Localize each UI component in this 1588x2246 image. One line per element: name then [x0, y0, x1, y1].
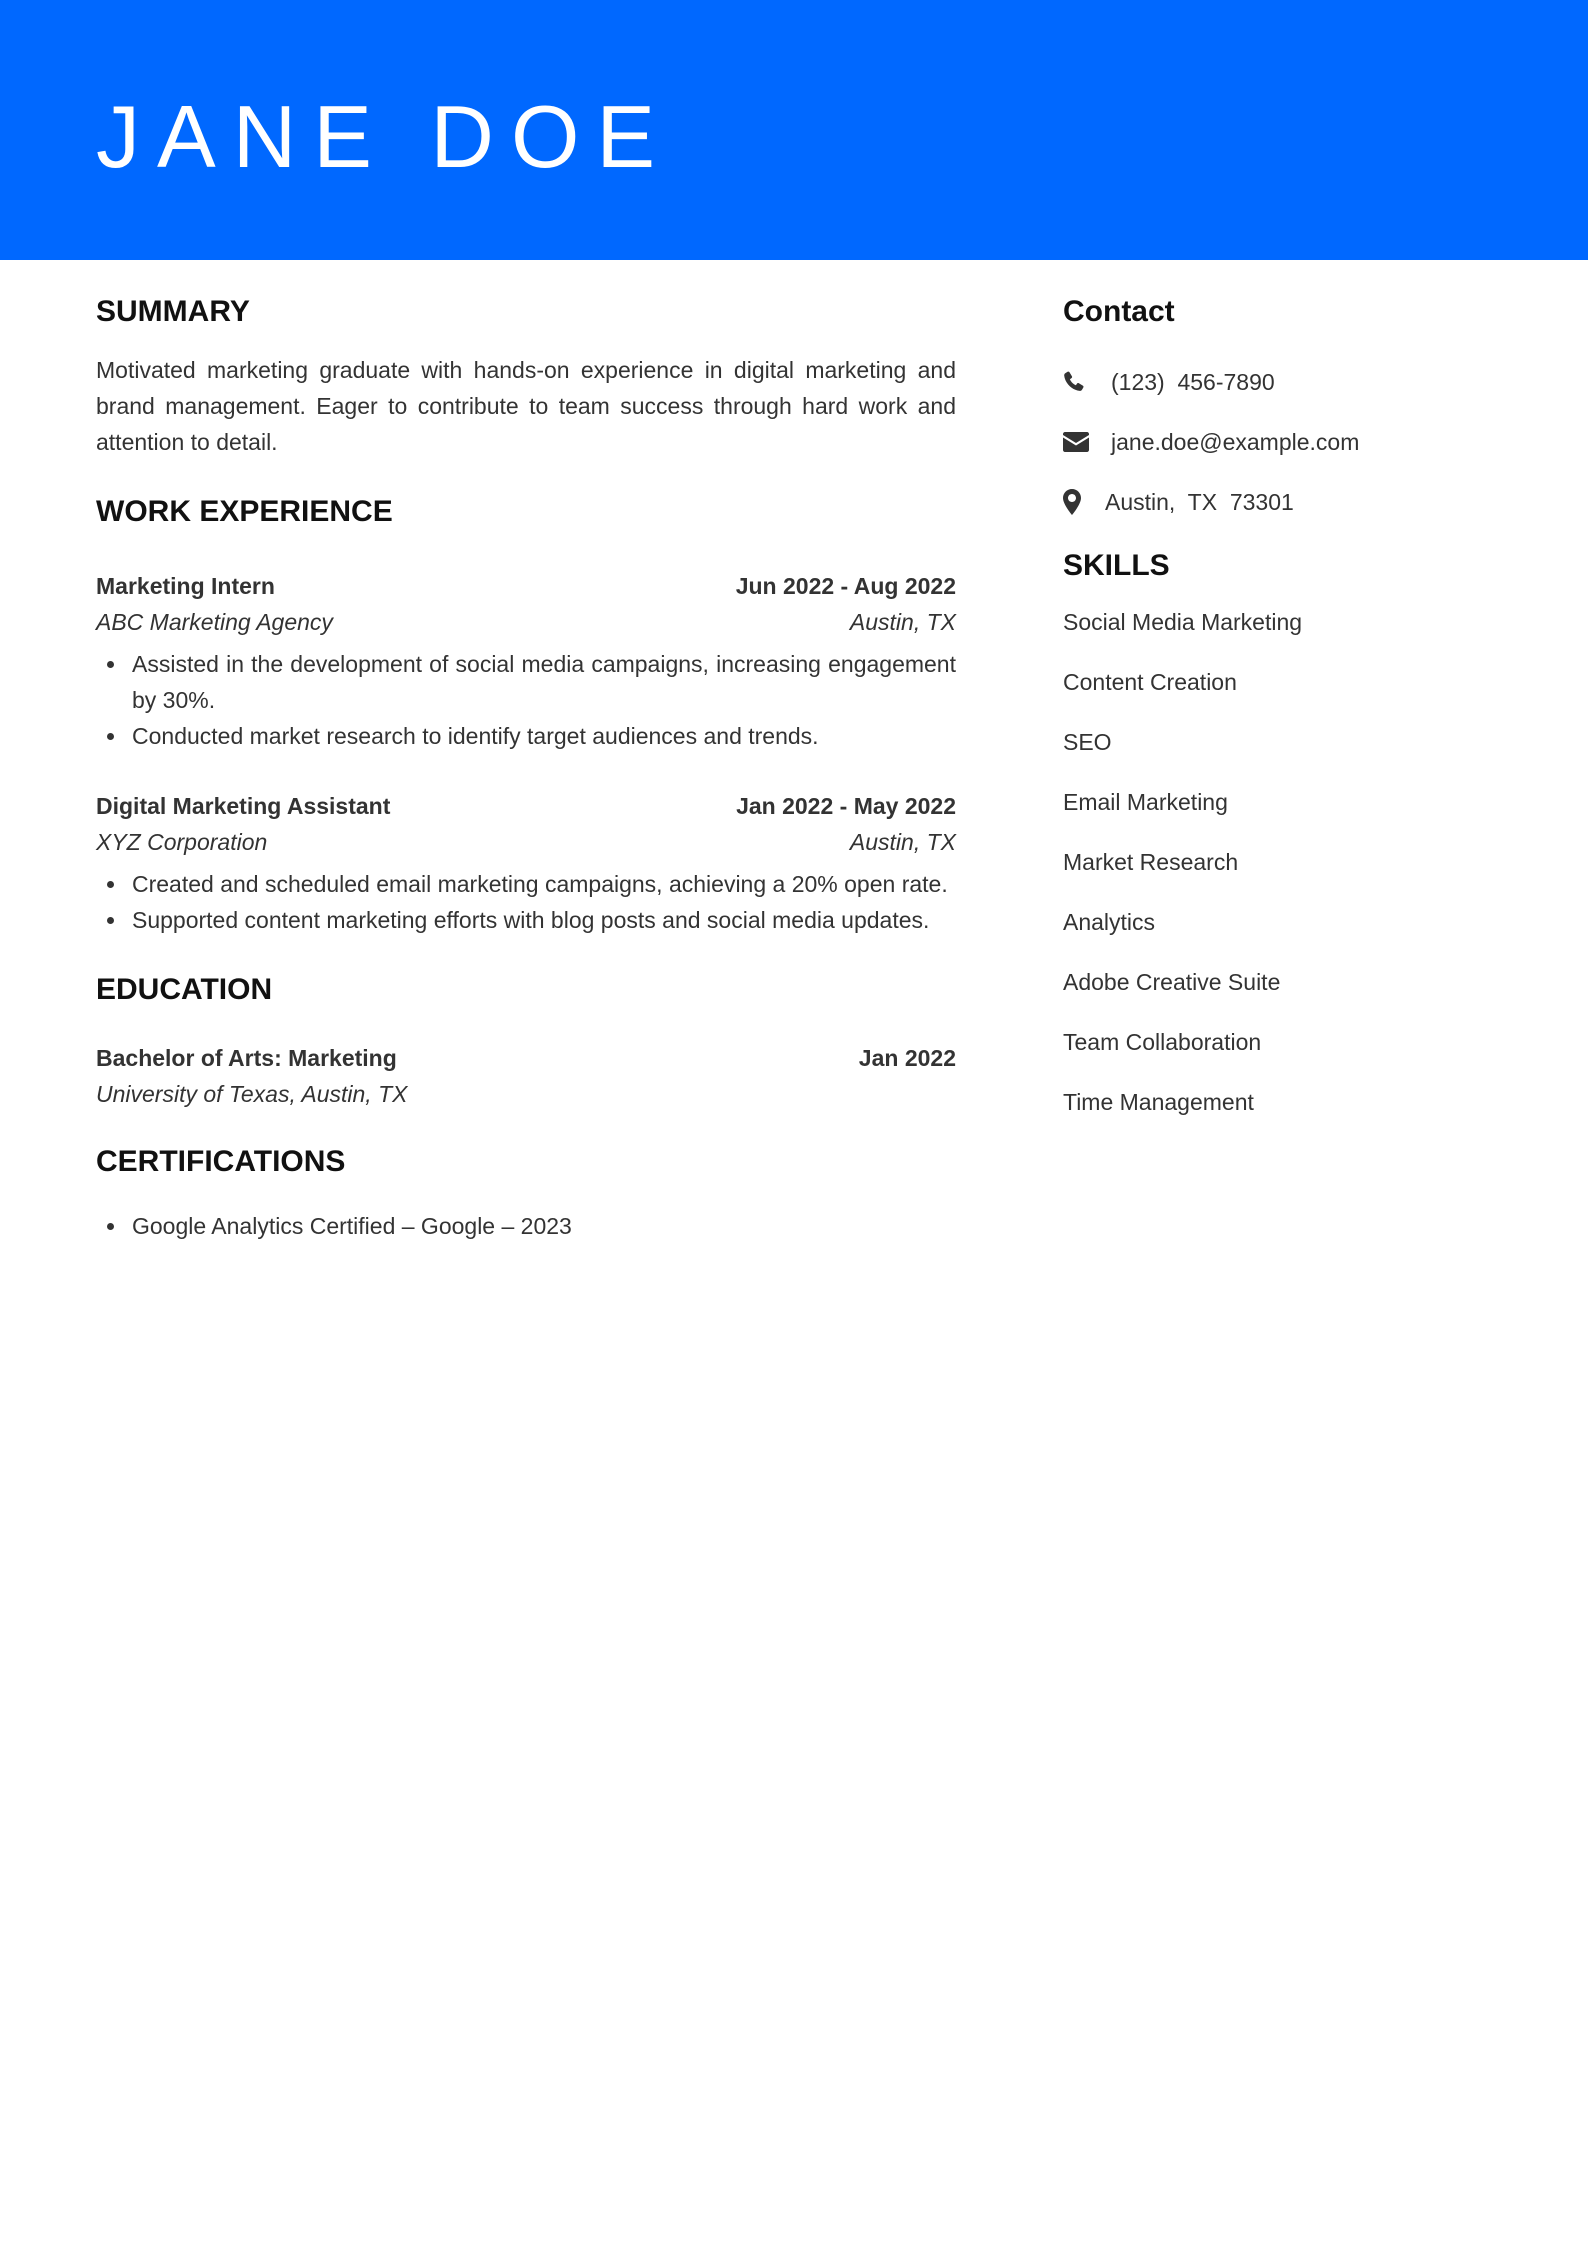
- school: University of Texas, Austin, TX: [96, 1081, 408, 1107]
- job-bullet: Created and scheduled email marketing campaigns, achieving a 20% open rate.: [132, 866, 956, 902]
- skill-item: Team Collaboration: [1063, 1029, 1262, 1055]
- contact-heading: Contact: [1063, 295, 1175, 328]
- contact-location: [1063, 484, 1503, 520]
- phone-number: (123) 456-7890: [1111, 368, 1275, 395]
- contact-email: [1063, 424, 1503, 460]
- skill-item: Social Media Marketing: [1063, 609, 1303, 635]
- location-text: Austin, TX 73301: [1105, 488, 1294, 515]
- job-location: Austin, TX: [849, 829, 956, 855]
- job-bullet: Assisted in the development of social media campaigns, increasing engagement by 30%.: [132, 646, 956, 718]
- skill-item: Email Marketing: [1063, 789, 1228, 815]
- phone-icon: [1063, 367, 1111, 397]
- certifications-section: [96, 1140, 956, 1244]
- email-address: jane.doe@example.com: [1111, 428, 1360, 455]
- contact-list: [1063, 364, 1503, 520]
- envelope-icon: [1063, 427, 1111, 457]
- job-location: Austin, TX: [849, 609, 956, 635]
- certification-item: Google Analytics Certified – Google – 2023: [132, 1208, 956, 1244]
- job-entry: [96, 568, 956, 754]
- graduation-date: Jan 2022: [858, 1045, 956, 1071]
- job-title: Digital Marketing Assistant: [96, 793, 391, 819]
- job-bullets: [96, 866, 956, 938]
- job-company: XYZ Corporation: [96, 829, 268, 855]
- summary-text: Motivated marketing graduate with hands-on experience in digital marketing and brand management. Eager to contribute to team success through hard work and attention to detail.: [96, 357, 956, 455]
- header-banner: [0, 0, 1588, 260]
- education-entry: [96, 1040, 956, 1112]
- job-dates: Jun 2022 - Aug 2022: [735, 573, 956, 599]
- summary-section: [96, 290, 956, 460]
- skills-list: [1063, 604, 1503, 1120]
- skills-heading: SKILLS: [1063, 549, 1170, 582]
- skill-item: Adobe Creative Suite: [1063, 969, 1281, 995]
- certifications-heading: CERTIFICATIONS: [96, 1145, 346, 1178]
- contact-phone: [1063, 364, 1503, 400]
- main-column: [96, 290, 956, 1244]
- education-section: [96, 968, 956, 1112]
- skill-item: Analytics: [1063, 909, 1156, 935]
- job-bullet: Conducted market research to identify target audiences and trends.: [132, 718, 956, 754]
- work-experience-section: [96, 490, 956, 938]
- skill-item: Content Creation: [1063, 669, 1237, 695]
- job-title: Marketing Intern: [96, 573, 275, 599]
- skill-item: SEO: [1063, 729, 1112, 755]
- job-company: ABC Marketing Agency: [96, 609, 333, 635]
- sidebar: [1063, 290, 1503, 1144]
- degree: Bachelor of Arts: Marketing: [96, 1045, 397, 1071]
- job-dates: Jan 2022 - May 2022: [736, 793, 956, 819]
- job-bullet: Supported content marketing efforts with blog posts and social media updates.: [132, 902, 956, 938]
- job-bullets: [96, 646, 956, 754]
- job-entry: [96, 788, 956, 938]
- candidate-name: JANE DOE: [96, 87, 673, 186]
- map-marker-icon: [1063, 487, 1105, 517]
- summary-heading: SUMMARY: [96, 295, 250, 328]
- skill-item: Market Research: [1063, 849, 1239, 875]
- education-heading: EDUCATION: [96, 973, 273, 1006]
- certification-list: [96, 1208, 956, 1244]
- skill-item: Time Management: [1063, 1089, 1254, 1115]
- work-experience-heading: WORK EXPERIENCE: [96, 495, 393, 528]
